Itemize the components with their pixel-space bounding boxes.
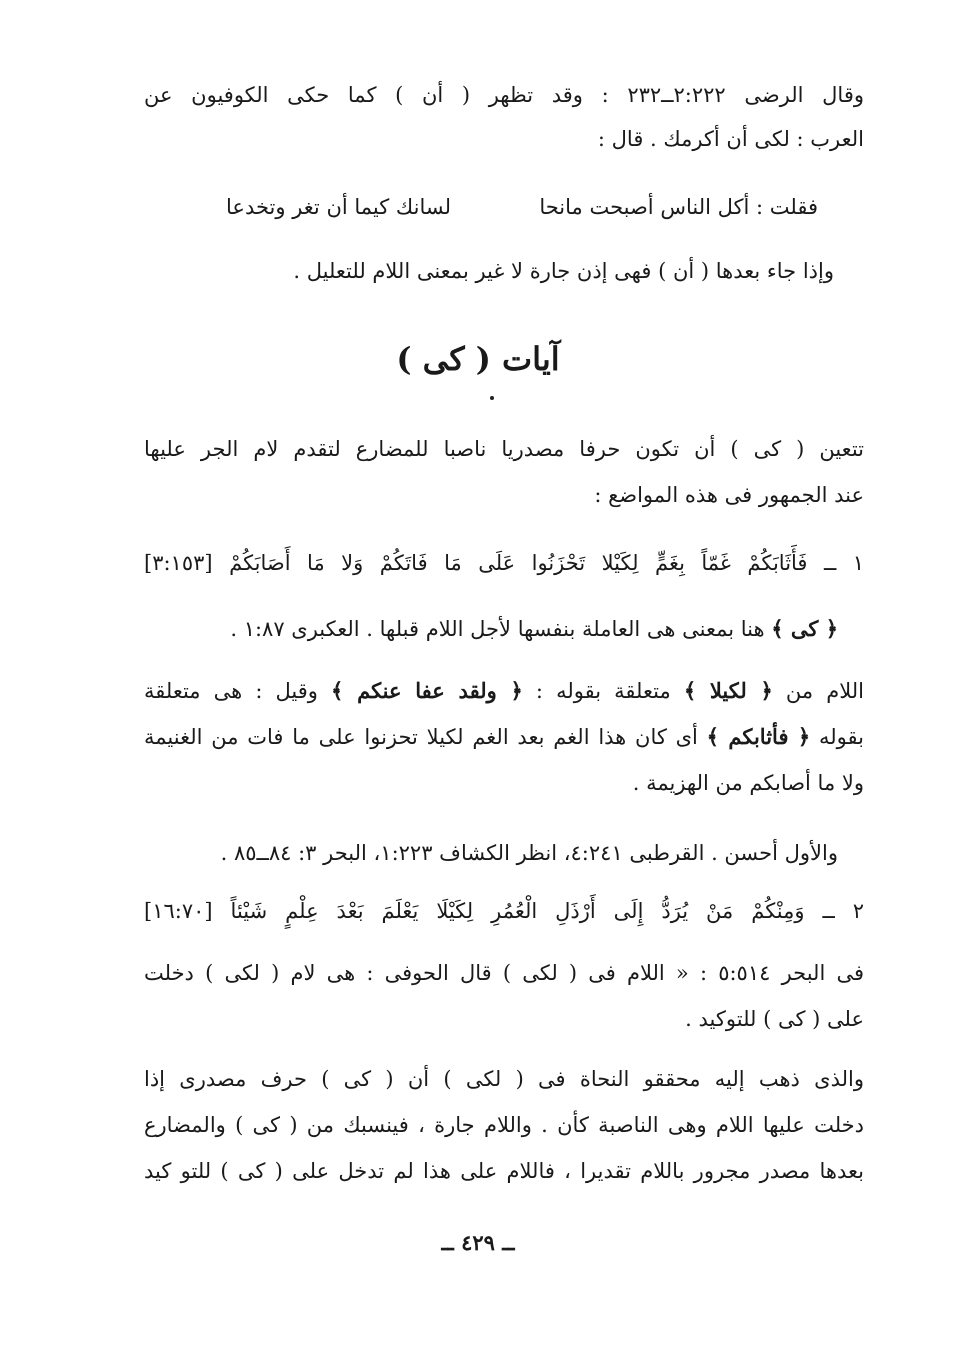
verse-1-text: ١ ــ فَأَثَابَكُمْ غَمّاً بِغَمٍّ لِكَيْلا تَحْزَنُوا عَلَى مَا فَاتَكُمْ وَلا مَا أَصَابَكُمْ xyxy=(229,551,865,575)
note-2-part-1: اللام من xyxy=(785,679,864,703)
note-2-line-1 xyxy=(144,676,864,706)
note-2-part-3: وقيل : هى متعلقة xyxy=(144,679,318,703)
paragraph-1-line-2: العرب : لكى أن أكرمك . قال : xyxy=(597,127,864,151)
note-1-kay: ﴿ كى ﴾ xyxy=(771,616,838,641)
verse-1-reference: [٣:١٥٣] xyxy=(144,551,213,575)
note-2-line-3: ولا ما أصابكم من الهزيمة . xyxy=(632,771,864,795)
verse-2-text: ٢ ــ وَمِنْكُمْ مَنْ يُرَدُّ إِلَى أَرْذَلِ الْعُمُرِ لِكَيْلَا يَعْلَمَ بَعْدَ عِلْمٍ شَيْئاً xyxy=(230,899,864,923)
verse-1 xyxy=(144,546,864,580)
note-2-line-2 xyxy=(144,722,864,752)
note-4-line-2: على ( كى ) للتوكيد . xyxy=(685,1007,864,1031)
section-title: آيات ( كى ) xyxy=(396,340,560,378)
page-number: ــ ٤٢٩ ــ xyxy=(441,1230,515,1255)
intro-line-2: عند الجمهور فى هذه المواضع : xyxy=(594,483,864,507)
title-dot xyxy=(490,396,494,400)
note-5-line-1: والذى ذهب إليه محققو النحاة فى ( لكى ) أن ( كى ) حرف مصدرى إذا xyxy=(144,1067,864,1091)
intro-line-1: تتعين ( كى ) أن تكون حرفا مصدريا ناصبا للمضارع لتقدم لام الجر عليها xyxy=(144,437,864,461)
note-5-line-2: دخلت عليها اللام وهى الناصبة كأن . واللام جارة ، فينسبك من ( كى ) والمضارع xyxy=(144,1113,864,1137)
paragraph-1-line-1: وقال الرضى ٢:٢٢٢ــ٢٣٢ : وقد تظهر ( أن ) كما حكى الكوفيون عن xyxy=(144,83,864,107)
note-2-line-2-part-1: بقوله xyxy=(818,725,864,749)
note-3: والأول أحسن . القرطبى ٤:٢٤١، انظر الكشاف ١:٢٢٣، البحر ٣: ٨٤ــ٨٥ . xyxy=(220,841,838,865)
verse-2-reference: [١٦:٧٠] xyxy=(144,899,213,923)
note-2-line-2-part-2: أى كان هذا الغم بعد الغم لكيلا تحزنوا على ما فات من الغنيمة xyxy=(144,725,698,749)
note-1-text: هنا بمعنى هى العاملة بنفسها لأجل اللام قبلها . العكبرى ١:٨٧ . xyxy=(230,617,765,641)
note-5-line-3: بعدها مصدر مجرور باللام تقديرا ، فاللام على هذا لم تدخل على ( كى ) للتو كيد xyxy=(144,1159,864,1183)
poem-hemistich-right: فقلت : أكل الناس أصبحت مانحا xyxy=(539,195,818,219)
verse-2 xyxy=(144,894,864,928)
note-1 xyxy=(230,614,838,644)
poem-hemistich-left: لسانك كيما أن تغر وتخدعا xyxy=(226,195,451,219)
paragraph-2: وإذا جاء بعدها ( أن ) فهى إذن جارة لا غير بمعنى اللام للتعليل . xyxy=(293,259,834,283)
note-2-part-2: متعلقة بقوله : xyxy=(535,679,671,703)
note-4-line-1: فى البحر ٥:٥١٤ : « اللام فى ( لكى ) قال الحوفى : هى لام ( لكى ) دخلت xyxy=(144,961,865,985)
note-2-word-1: ﴿ لكيلا ﴾ xyxy=(683,678,773,703)
note-2-line-2-word: ﴿ فأثابكم ﴾ xyxy=(706,724,811,749)
note-2-word-2: ﴿ ولقد عفا عنكم ﴾ xyxy=(331,678,523,703)
